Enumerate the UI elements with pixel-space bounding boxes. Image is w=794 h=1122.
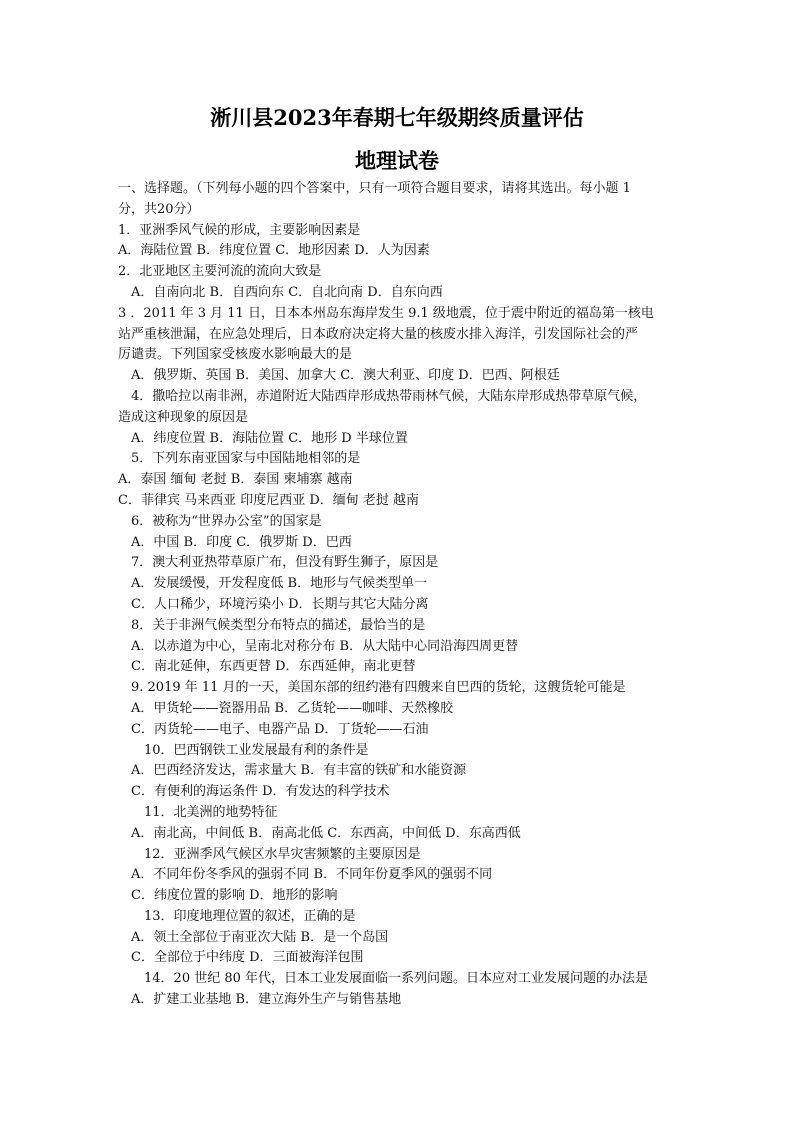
exam-body [118, 179, 680, 1011]
question-stem: 1．亚洲季风气候的形成，主要影响因素是 [118, 222, 361, 238]
question-options: C．丙货轮——电子、电器产品 D．丁货轮——石油 [131, 721, 429, 737]
question-options: C．菲律宾 马来西亚 印度尼西亚 D．缅甸 老挝 越南 [118, 492, 420, 508]
question-options: A．南北高，中间低 B．南高北低 C．东西高，中间低 D．东高西低 [131, 825, 521, 841]
question-options: A．巴西经济发达，需求量大 B．有丰富的铁矿和水能资源 [131, 763, 467, 779]
question-stem: 9. 2019 年 11 月的一天，美国东部的纽约港有四艘来自巴西的货轮，这艘货轮可能是 [131, 680, 626, 696]
question-stem: 6．被称为“世界办公室”的国家是 [131, 513, 322, 529]
question-options: A．以赤道为中心，呈南北对称分布 B．从大陆中心同沿海四周更替 [131, 638, 519, 654]
question-stem: 12．亚洲季风气候区水旱灾害频繁的主要原因是 [144, 846, 421, 862]
question-stem: 8．关于非洲气候类型分布特点的描述，最恰当的是 [131, 617, 426, 633]
section-heading: 一、选择题。（下列每小题的四个答案中，只有一项符合题目要求，请将其选出。每小题 1 [118, 181, 631, 196]
question-options: C．人口稀少，环境污染小 D．长期与其它大陆分离 [131, 596, 429, 612]
question-stem: 7．澳大利亚热带草原广布，但没有野生狮子，原因是 [131, 555, 439, 571]
question-options: C．纬度位置的影响 D．地形的影响 [131, 888, 338, 904]
question-stem: 14．20 世纪 80 年代，日本工业发展面临一系列问题。日本应对工业发展问题的办法是 [144, 971, 649, 987]
question-options: C．全部位于中纬度 D．三面被海洋包围 [131, 950, 364, 966]
question-stem-cont: 站严重核泄漏，在应急处理后，日本政府决定将大量的核废水排入海洋，引发国际社会的严 [118, 326, 639, 342]
question-options: A．中国 B．印度 C．俄罗斯 D．巴西 [131, 534, 352, 550]
question-options: A．俄罗斯、英国 B．美国、加拿大 C．澳大利亚、印度 D．巴西、阿根廷 [131, 368, 560, 384]
question-options: C．有便利的海运条件 D．有发达的科学技术 [131, 784, 390, 800]
question-stem: 4．撒哈拉以南非洲，赤道附近大陆西岸形成热带雨林气候，大陆东岸形成热带草原气候， [131, 388, 647, 404]
question-options: A．不同年份冬季风的强弱不同 B．不同年份夏季风的强弱不同 [131, 867, 493, 883]
question-options: A．海陆位置 B．纬度位置 C．地形因素 D．人为因素 [118, 243, 430, 259]
question-stem-cont: 厉谴责。下列国家受核废水影响最大的是 [118, 347, 353, 363]
question-stem: 11．北美洲的地势特征 [144, 804, 278, 820]
question-stem: 5．下列东南亚国家与中国陆地相邻的是 [131, 451, 361, 467]
question-options: A．发展缓慢，开发程度低 B．地形与气候类型单一 [131, 576, 428, 592]
exam-title: 淅川县2023年春期七年级期终质量评估 [210, 105, 584, 130]
question-stem-cont: 造成这种现象的原因是 [118, 409, 249, 425]
question-options: A．扩建工业基地 B．建立海外生产与销售基地 [131, 992, 402, 1008]
question-options: A．自南向北 B．自西向东 C．自北向南 D．自东向西 [131, 284, 443, 300]
section-heading-cont: 分，共20分） [118, 201, 200, 217]
question-options: A．甲货轮——瓷器用品 B．乙货轮——咖啡、天然橡胶 [131, 700, 454, 716]
question-options: A．泰国 缅甸 老挝 B．泰国 柬埔寨 越南 [118, 472, 353, 488]
question-options: A．领土全部位于南亚次大陆 B．是一个岛国 [131, 929, 389, 945]
question-options: C．南北延伸，东西更替 D．东西延伸，南北更替 [131, 659, 416, 675]
question-stem: 13．印度地理位置的叙述，正确的是 [144, 908, 356, 924]
question-stem: 10．巴西钢铁工业发展最有利的条件是 [144, 742, 369, 758]
question-stem: 2．北亚地区主要河流的流向大致是 [118, 264, 322, 280]
exam-subtitle: 地理试卷 [355, 148, 439, 173]
question-stem: 3 ．2011 年 3 月 11 日，日本本州岛东海岸发生 9.1 级地震，位于震中附近的福岛第一核电 [118, 305, 654, 321]
question-options: A．纬度位置 B．海陆位置 C．地形 D 半球位置 [131, 430, 408, 446]
